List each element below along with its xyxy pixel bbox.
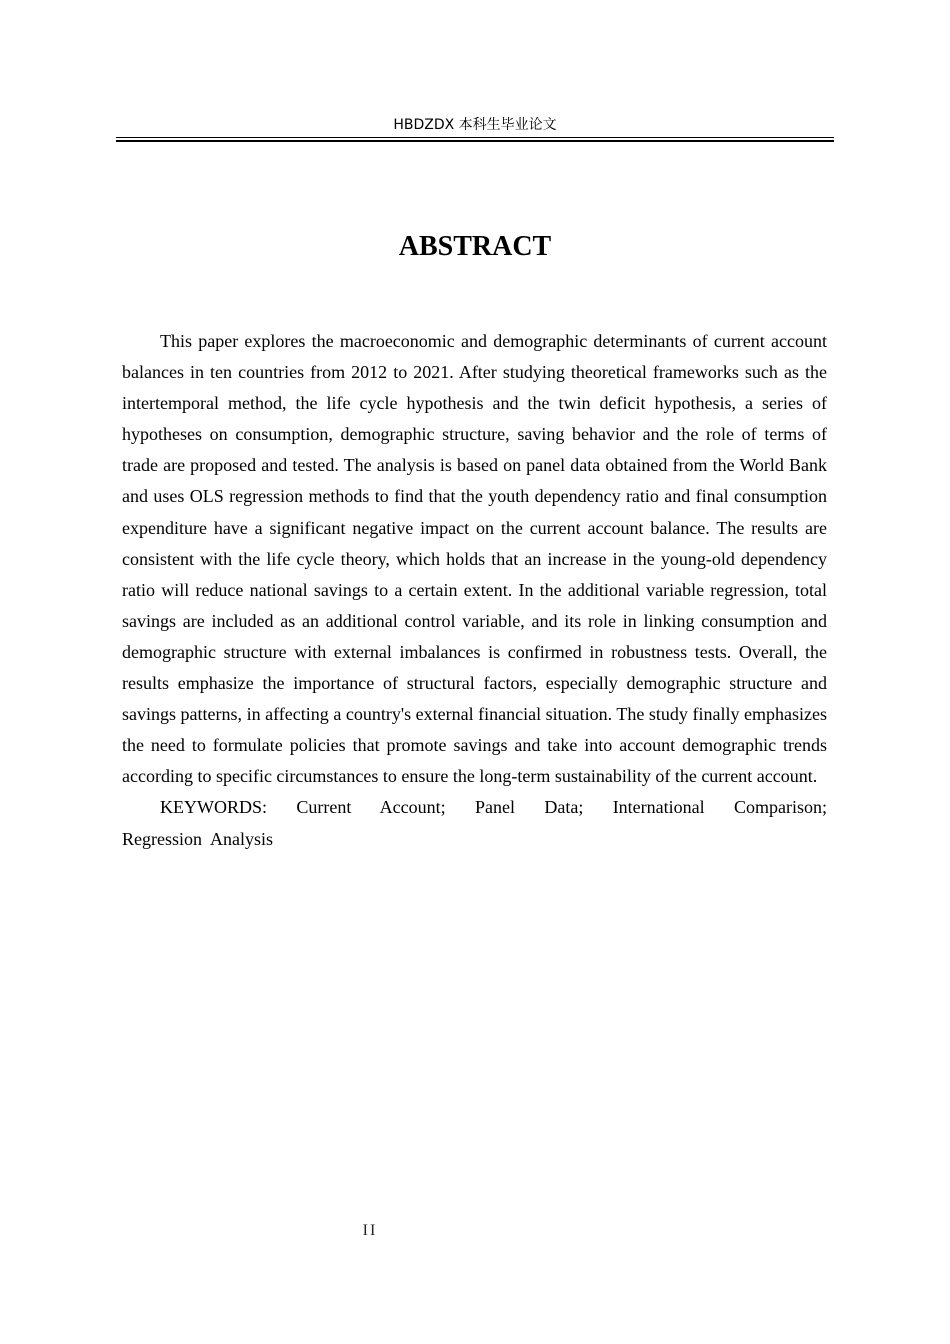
keywords-label: KEYWORDS: [160, 797, 267, 818]
keywords-line [122, 792, 827, 854]
keyword-item: Current Account; [296, 797, 446, 818]
abstract-body [122, 326, 827, 855]
header-double-rule [116, 137, 834, 142]
abstract-title: ABSTRACT [398, 231, 552, 262]
page-number: II [362, 1222, 378, 1239]
abstract-paragraph: This paper explores the macroeconomic and demographic determinants of current account balances in ten countries from 2012 to 2021. After studying theoretical frameworks such as the intertemporal method, the life cycle hypothesis and the twin deficit hypothesis, a series of hypotheses on consumption, demographic structure, saving behavior and the role of terms of trade are proposed and tested. The analysis is based on panel data obtained from the World Bank and uses OLS regression methods to find that the youth dependency ratio and final consumption expenditure have a significant negative impact on the current account balance. The results are consistent with the life cycle theory, which holds that an increase in the young-old dependency ratio will reduce national savings to a certain extent. In the additional variable regression, total savings are included as an additional control variable, and its role in linking consumption and demographic structure with external imbalances is confirmed in robustness tests. Overall, the results emphasize the importance of structural factors, especially demographic structure and savings patterns, in affecting a country's external financial situation. The study finally emphasizes the need to formulate policies that promote savings and take into account demographic trends according to specific circumstances to ensure the long-term sustainability of the current account. [122, 331, 827, 787]
keyword-item: Panel Data; [475, 797, 584, 818]
keyword-item: Regression Analysis [122, 828, 273, 849]
running-header: HBDZDX 本科生毕业论文 [393, 117, 557, 133]
keyword-item: International Comparison; [612, 797, 827, 818]
